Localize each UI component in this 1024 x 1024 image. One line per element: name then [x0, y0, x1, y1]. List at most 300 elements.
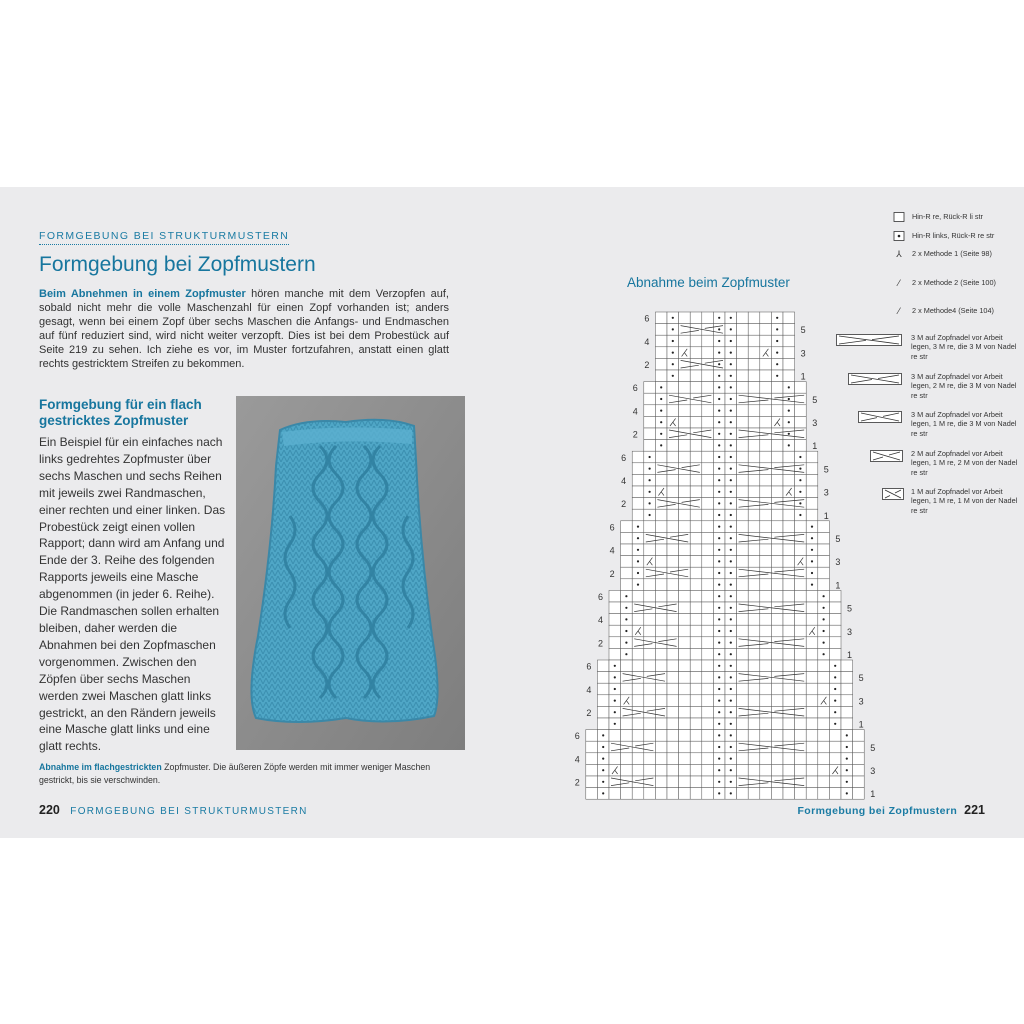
row-label-right: 3 — [835, 557, 841, 568]
chart-cell — [644, 730, 656, 742]
chart-cell — [818, 718, 830, 730]
chart-cell — [644, 428, 656, 440]
purl-dot — [660, 398, 662, 400]
purl-dot — [660, 410, 662, 412]
chart-cell — [597, 706, 609, 718]
row-label-left: 4 — [609, 545, 615, 556]
chart-row — [644, 440, 806, 452]
chart-cell — [655, 764, 667, 776]
chart-cell — [655, 683, 667, 695]
cable-3-3-icon — [836, 334, 902, 346]
chart-cell — [783, 764, 795, 776]
purl-dot — [649, 514, 651, 516]
chart-cell — [644, 764, 656, 776]
chart-cell — [795, 718, 807, 730]
cable-2-1-icon — [870, 450, 903, 462]
chart-cell — [806, 451, 818, 463]
purl-dot — [730, 781, 732, 783]
chart-cell — [737, 648, 749, 660]
purl-dot — [846, 792, 848, 794]
purl-dot — [625, 607, 627, 609]
chart-cell — [760, 312, 772, 324]
chart-cell — [795, 614, 807, 626]
purl-dot — [788, 433, 790, 435]
chart-cell — [667, 683, 679, 695]
chart-cell — [586, 753, 598, 765]
chart-cell — [621, 706, 633, 718]
chart-cell — [748, 358, 760, 370]
chart-cell — [632, 602, 644, 614]
chart-cell — [806, 776, 818, 788]
chart-row — [609, 590, 841, 602]
row-label-right: 5 — [835, 534, 841, 544]
chart-cell — [690, 347, 702, 359]
chart-cell — [690, 556, 702, 568]
chart-cell — [818, 741, 830, 753]
intro-body: hören manche mit dem Verzopfen auf, sobald nicht mehr die volle Maschenzahl für einen Zopf vorhanden ist; anders gesagt, wenn bei einem Zopf über sechs Maschen die Anfangs- und Endmaschen auf fünf reduziert sind, wird nicht weiter verzopft. Dies ist bei dem Probestück auf Seite 219 zu sehen. Ich ziehe es vor, im Muster fortzufahren, anstatt einen glatt rechts gestricktem Streifen zu bekommen. — [39, 288, 449, 370]
purl-dot — [730, 746, 732, 748]
chart-row — [644, 428, 806, 440]
chart-cell — [702, 672, 714, 684]
chart-cell — [783, 498, 795, 510]
chart-cell — [679, 602, 691, 614]
purl-dot — [730, 665, 732, 667]
row-label-right: 5 — [858, 673, 864, 684]
chart-cell — [690, 335, 702, 347]
purl-dot — [637, 537, 639, 539]
chart-cell — [621, 788, 633, 800]
chart-cell — [644, 521, 656, 533]
chart-cell — [841, 706, 853, 718]
chart-cell — [667, 602, 679, 614]
chart-cell — [632, 590, 644, 602]
purl-dot — [718, 502, 720, 504]
purl-dot — [823, 618, 825, 620]
knitted-swatch-photo — [236, 396, 465, 750]
chart-row — [621, 521, 830, 533]
chart-cell — [771, 718, 783, 730]
chart-cell — [818, 672, 830, 684]
purl-dot — [730, 398, 732, 400]
chart-cell — [679, 648, 691, 660]
chart-cell — [771, 544, 783, 556]
chart-cell — [748, 788, 760, 800]
chart-cell — [632, 474, 644, 486]
subheading: Formgebung für ein flach gestricktes Zopfmuster — [39, 397, 202, 428]
chart-cell — [795, 776, 807, 788]
chart-cell — [690, 718, 702, 730]
chart-row — [655, 347, 794, 359]
chart-cell — [737, 590, 749, 602]
chart-cell — [783, 614, 795, 626]
folio-right — [797, 803, 985, 817]
chart-cell — [748, 741, 760, 753]
chart-cell — [806, 602, 818, 614]
chart-row — [655, 358, 794, 370]
chart-cell — [655, 370, 667, 382]
chart-cell — [702, 637, 714, 649]
purl-dot — [718, 421, 720, 423]
chart-cell — [609, 602, 621, 614]
chart-cell — [760, 486, 772, 498]
chart-row — [609, 625, 841, 637]
chart-cell — [702, 428, 714, 440]
row-label-left: 2 — [574, 777, 580, 788]
chart-cell — [783, 706, 795, 718]
row-label-left: 2 — [644, 360, 650, 370]
chart-cell — [632, 730, 644, 742]
purl-dot — [776, 317, 778, 319]
purl-dot — [718, 618, 720, 620]
chart-cell — [783, 556, 795, 568]
purl-dot — [730, 711, 732, 713]
chart-cell — [818, 532, 830, 544]
chart-cell — [644, 579, 656, 591]
section-label: FORMGEBUNG BEI STRUKTURMUSTERN — [39, 230, 289, 245]
row-label-right: 1 — [847, 650, 853, 660]
chart-cell — [748, 393, 760, 405]
chart-cell — [690, 706, 702, 718]
purl-dot — [718, 444, 720, 446]
purl-dot — [823, 607, 825, 609]
chart-cell — [621, 672, 633, 684]
chart-cell — [679, 706, 691, 718]
purl-dot — [799, 514, 801, 516]
chart-cell — [737, 788, 749, 800]
chart-cell — [806, 683, 818, 695]
purl-dot — [718, 746, 720, 748]
purl-dot — [730, 560, 732, 562]
purl-dot — [730, 700, 732, 702]
chart-cell — [655, 335, 667, 347]
chart-cell — [806, 463, 818, 475]
chart-cell — [667, 590, 679, 602]
chart-cell — [795, 567, 807, 579]
chart-cell — [760, 521, 772, 533]
chart-cell — [783, 788, 795, 800]
purl-dot — [718, 340, 720, 342]
chart-row — [586, 730, 864, 742]
chart-cell — [737, 509, 749, 521]
chart-cell — [737, 730, 749, 742]
purl-dot — [718, 433, 720, 435]
purl-dot — [614, 676, 616, 678]
chart-cell — [667, 718, 679, 730]
photo-caption — [39, 761, 459, 786]
chart-row — [597, 672, 852, 684]
chart-cell — [702, 660, 714, 672]
chart-cell — [667, 382, 679, 394]
purl-dot — [718, 723, 720, 725]
purl-dot — [614, 700, 616, 702]
purl-dot — [799, 491, 801, 493]
chart-cell — [760, 660, 772, 672]
chart-cell — [806, 764, 818, 776]
chart-cell — [783, 370, 795, 382]
chart-cell — [632, 463, 644, 475]
chart-cell — [702, 556, 714, 568]
purl-dot — [602, 734, 604, 736]
chart-cell — [737, 498, 749, 510]
chart-cell — [795, 544, 807, 556]
chart-cell — [621, 532, 633, 544]
chart-cell — [679, 590, 691, 602]
chart-cell — [679, 416, 691, 428]
chart-cell — [655, 718, 667, 730]
purl-dot — [730, 653, 732, 655]
chart-cell — [795, 753, 807, 765]
chart-cell — [737, 393, 749, 405]
chart-cell — [621, 683, 633, 695]
chart-cell — [737, 382, 749, 394]
chart-cell — [644, 788, 656, 800]
chart-cell — [702, 405, 714, 417]
chart-cell — [597, 683, 609, 695]
chart-cell — [632, 660, 644, 672]
chart-cell — [737, 312, 749, 324]
chart-cell — [760, 625, 772, 637]
chart-cell — [748, 312, 760, 324]
chart-cell — [679, 614, 691, 626]
purl-dot — [614, 688, 616, 690]
chart-cell — [737, 602, 749, 614]
running-head: Formgebung bei Zopfmustern — [797, 805, 958, 817]
purl-dot — [718, 584, 720, 586]
chart-cell — [760, 405, 772, 417]
chart-cell — [632, 753, 644, 765]
chart-cell — [690, 590, 702, 602]
chart-cell — [667, 741, 679, 753]
chart-cell — [702, 521, 714, 533]
chart-cell — [621, 579, 633, 591]
purl-dot — [730, 340, 732, 342]
purl-dot — [649, 491, 651, 493]
chart-row — [597, 718, 852, 730]
cable-3-2-icon — [848, 373, 902, 385]
purl-dot — [730, 526, 732, 528]
chart-cell — [748, 579, 760, 591]
chart-cell — [795, 428, 807, 440]
chart-cell — [679, 358, 691, 370]
purl-dot — [718, 711, 720, 713]
chart-cell — [737, 718, 749, 730]
chart-cell — [748, 498, 760, 510]
chart-cell — [818, 753, 830, 765]
chart-cell — [795, 625, 807, 637]
purl-dot — [730, 468, 732, 470]
chart-cell — [829, 788, 841, 800]
chart-cell — [748, 776, 760, 788]
chart-cell — [667, 764, 679, 776]
chart-cell — [795, 695, 807, 707]
chart-cell — [818, 683, 830, 695]
chart-cell — [748, 428, 760, 440]
chart-cell — [795, 637, 807, 649]
chart-cell — [760, 695, 772, 707]
purl-dot — [730, 642, 732, 644]
chart-cell — [655, 753, 667, 765]
purl-dot — [602, 746, 604, 748]
chart-cell — [853, 764, 865, 776]
purl-dot — [730, 734, 732, 736]
purl-dot — [730, 595, 732, 597]
row-label-right: 3 — [800, 348, 806, 359]
purl-dot — [730, 514, 732, 516]
chart-cell — [655, 324, 667, 336]
chart-cell — [760, 764, 772, 776]
chart-cell — [737, 764, 749, 776]
chart-cell — [748, 625, 760, 637]
chart-cell — [644, 532, 656, 544]
chart-cell — [632, 648, 644, 660]
purl-dot — [625, 642, 627, 644]
chart-cell — [667, 660, 679, 672]
chart-cell — [655, 672, 667, 684]
purl-dot — [672, 340, 674, 342]
chart-cell — [760, 474, 772, 486]
legend-text: Hin-R re, Rück-R li str — [912, 212, 983, 221]
swatch-illustration — [236, 396, 465, 750]
chart-cell — [737, 486, 749, 498]
chart-cell — [748, 416, 760, 428]
purl-dot — [730, 386, 732, 388]
purl-dot — [823, 653, 825, 655]
chart-cell — [829, 741, 841, 753]
purl-dot — [718, 630, 720, 632]
chart-cell — [737, 347, 749, 359]
purl-dot — [846, 781, 848, 783]
chart-cell — [795, 532, 807, 544]
chart-cell — [690, 440, 702, 452]
row-label-left: 2 — [621, 499, 627, 510]
chart-cell — [795, 706, 807, 718]
chart-cell — [760, 788, 772, 800]
chart-cell — [609, 590, 621, 602]
purl-dot — [614, 711, 616, 713]
chart-cell — [737, 335, 749, 347]
row-label-left: 4 — [574, 754, 580, 765]
chart-row — [632, 451, 818, 463]
purl-dot — [637, 572, 639, 574]
purl-dot — [625, 630, 627, 632]
chart-cell — [702, 463, 714, 475]
chart-cell — [795, 741, 807, 753]
chart-cell — [771, 590, 783, 602]
chart-cell — [783, 579, 795, 591]
chart-cell — [748, 486, 760, 498]
chart-cell — [737, 463, 749, 475]
chart-cell — [609, 637, 621, 649]
chart-cell — [667, 579, 679, 591]
chart-cell — [679, 741, 691, 753]
chart-cell — [644, 393, 656, 405]
chart-cell — [621, 764, 633, 776]
chart-row — [632, 463, 818, 475]
chart-cell — [644, 695, 656, 707]
chart-cell — [783, 335, 795, 347]
legend-text: 2 x Methode 1 (Seite 98) — [912, 249, 992, 258]
chart-cell — [690, 544, 702, 556]
chart-cell — [795, 730, 807, 742]
chart-cell — [621, 718, 633, 730]
chart-cell — [632, 509, 644, 521]
purl-dot — [718, 491, 720, 493]
chart-cell — [841, 718, 853, 730]
purl-dot — [718, 479, 720, 481]
chart-cell — [679, 335, 691, 347]
purl-dot — [776, 328, 778, 330]
chart-cell — [748, 370, 760, 382]
purl-dot — [718, 317, 720, 319]
chart-cell — [690, 672, 702, 684]
purl-dot — [846, 758, 848, 760]
chart-cell — [609, 788, 621, 800]
chart-cell — [795, 648, 807, 660]
purl-dot — [718, 665, 720, 667]
purl-dot — [834, 665, 836, 667]
chart-cell — [632, 683, 644, 695]
chart-cell — [737, 660, 749, 672]
chart-cell — [818, 544, 830, 556]
legend-text: 2 M auf Zopfnadel vor Arbeit legen, 1 M re, 2 M von der Nadel re str — [911, 449, 1018, 477]
chart-row — [609, 648, 841, 660]
chart-cell — [748, 440, 760, 452]
chart-cell — [702, 498, 714, 510]
chart-cell — [737, 324, 749, 336]
purl-dot — [672, 375, 674, 377]
purl-dot — [730, 421, 732, 423]
chart-cell — [690, 730, 702, 742]
chart-cell — [679, 324, 691, 336]
chart-cell — [737, 358, 749, 370]
purl-dot — [730, 433, 732, 435]
empty-box-icon — [893, 212, 905, 222]
chart-cell — [655, 579, 667, 591]
chart-row — [586, 788, 864, 800]
purl-dot — [834, 723, 836, 725]
chart-cell — [702, 695, 714, 707]
purl-dot — [602, 781, 604, 783]
chart-cell — [667, 486, 679, 498]
purl-dot — [602, 758, 604, 760]
chart-cell — [702, 706, 714, 718]
chart-cell — [783, 451, 795, 463]
row-label-right: 3 — [823, 487, 829, 498]
purl-dot — [846, 734, 848, 736]
chart-cell — [829, 590, 841, 602]
chart-cell — [667, 393, 679, 405]
chart-cell — [806, 672, 818, 684]
chart-cell — [841, 660, 853, 672]
dot-box-icon — [893, 231, 905, 241]
chart-cell — [644, 544, 656, 556]
chart-cell — [655, 358, 667, 370]
chart-cell — [795, 788, 807, 800]
purl-dot — [718, 642, 720, 644]
chart-cell — [748, 672, 760, 684]
purl-dot — [718, 549, 720, 551]
chart-cell — [748, 648, 760, 660]
chart-cell — [690, 625, 702, 637]
chart-cell — [597, 718, 609, 730]
chart-cell — [853, 741, 865, 753]
chart-cell — [748, 614, 760, 626]
chart-cell — [690, 509, 702, 521]
chart-cell — [597, 660, 609, 672]
chart-cell — [783, 648, 795, 660]
chart-cell — [737, 451, 749, 463]
chart-cell — [679, 579, 691, 591]
